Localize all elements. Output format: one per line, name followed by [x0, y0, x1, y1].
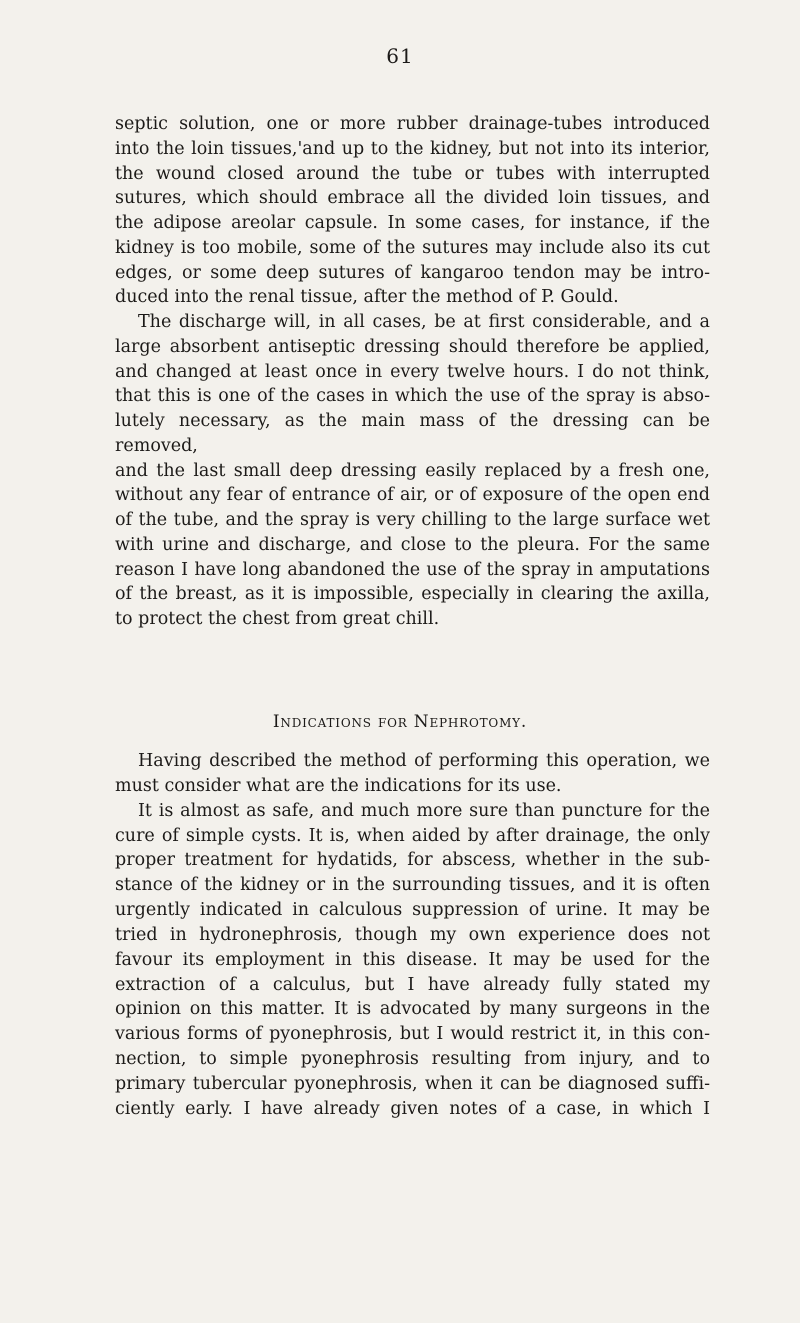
text-line: It is almost as safe, and much more sure than puncture for the [138, 800, 710, 821]
text-line: ciently early. I have already given notes of a case, in which I [115, 1098, 710, 1119]
text-line: primary tubercular pyonephrosis, when it can be diagnosed suffi- [115, 1073, 710, 1094]
text-line: cure of simple cysts. It is, when aided by after drainage, the only [115, 825, 710, 846]
text-line: extraction of a calculus, but I have already fully stated my [115, 974, 710, 995]
body-text-upper [115, 112, 710, 632]
text-line: to protect the chest from great chill. [115, 609, 440, 629]
text-line: The discharge will, in all cases, be at first considerable, and a [138, 312, 710, 332]
text-line: into the loin tissues,'and up to the kidney, but not into its interior, [115, 138, 710, 159]
page-number: 61 [386, 44, 414, 68]
text-line: kidney is too mobile, some of the sutures may include also its cut [115, 237, 710, 258]
text-line: without any fear of entrance of air, or of exposure of the open end [115, 485, 710, 506]
text-line: favour its employment in this disease. It may be used for the [115, 949, 710, 970]
text-line: and the last small deep dressing easily replaced by a fresh one, [115, 460, 710, 481]
text-line: of the tube, and the spray is very chilling to the large surface wet [115, 510, 710, 530]
text-line: Having described the method of performing this operation, we [138, 751, 710, 771]
text-line: must consider what are the indications for its use. [115, 775, 562, 796]
text-line: reason I have long abandoned the use of the spray in amputations [115, 559, 710, 580]
text-line: urgently indicated in calculous suppression of urine. It may be [115, 900, 710, 921]
text-line: lutely necessary, as the main mass of the dressing can be removed, [115, 411, 710, 456]
section-heading: Indications for Nephrotomy. [272, 712, 528, 732]
text-line: nection, to simple pyonephrosis resulting from injury, and to [115, 1049, 710, 1070]
text-line: of the breast, as it is impossible, especially in clearing the axilla, [115, 584, 710, 605]
text-line: with urine and discharge, and close to the pleura. For the same [115, 534, 710, 555]
text-line: stance of the kidney or in the surrounding tissues, and it is often [115, 875, 710, 896]
text-line: various forms of pyonephrosis, but I would restrict it, in this con- [115, 1024, 710, 1045]
text-line: that this is one of the cases in which the use of the spray is abso- [115, 386, 710, 407]
text-line: duced into the renal tissue, after the method of P. Gould. [115, 287, 619, 308]
text-line: tried in hydronephrosis, though my own experience does not [115, 924, 710, 945]
text-line: opinion on this matter. It is advocated by many surgeons in the [115, 999, 710, 1020]
text-line: sutures, which should embrace all the divided loin tissues, and [115, 188, 710, 209]
text-line: septic solution, one or more rubber drainage-tubes introduced [115, 114, 710, 134]
text-line: edges, or some deep sutures of kangaroo tendon may be intro- [115, 262, 710, 283]
text-line: the adipose areolar capsule. In some cases, for instance, if the [115, 213, 710, 233]
text-line: large absorbent antiseptic dressing should therefore be applied, [115, 336, 710, 357]
text-line: the wound closed around the tube or tubes with interrupted [115, 163, 710, 184]
body-text-lower [115, 749, 710, 1122]
text-line: proper treatment for hydatids, for abscess, whether in the sub- [115, 850, 710, 871]
text-line: and changed at least once in every twelve hours. I do not think, [115, 361, 710, 382]
